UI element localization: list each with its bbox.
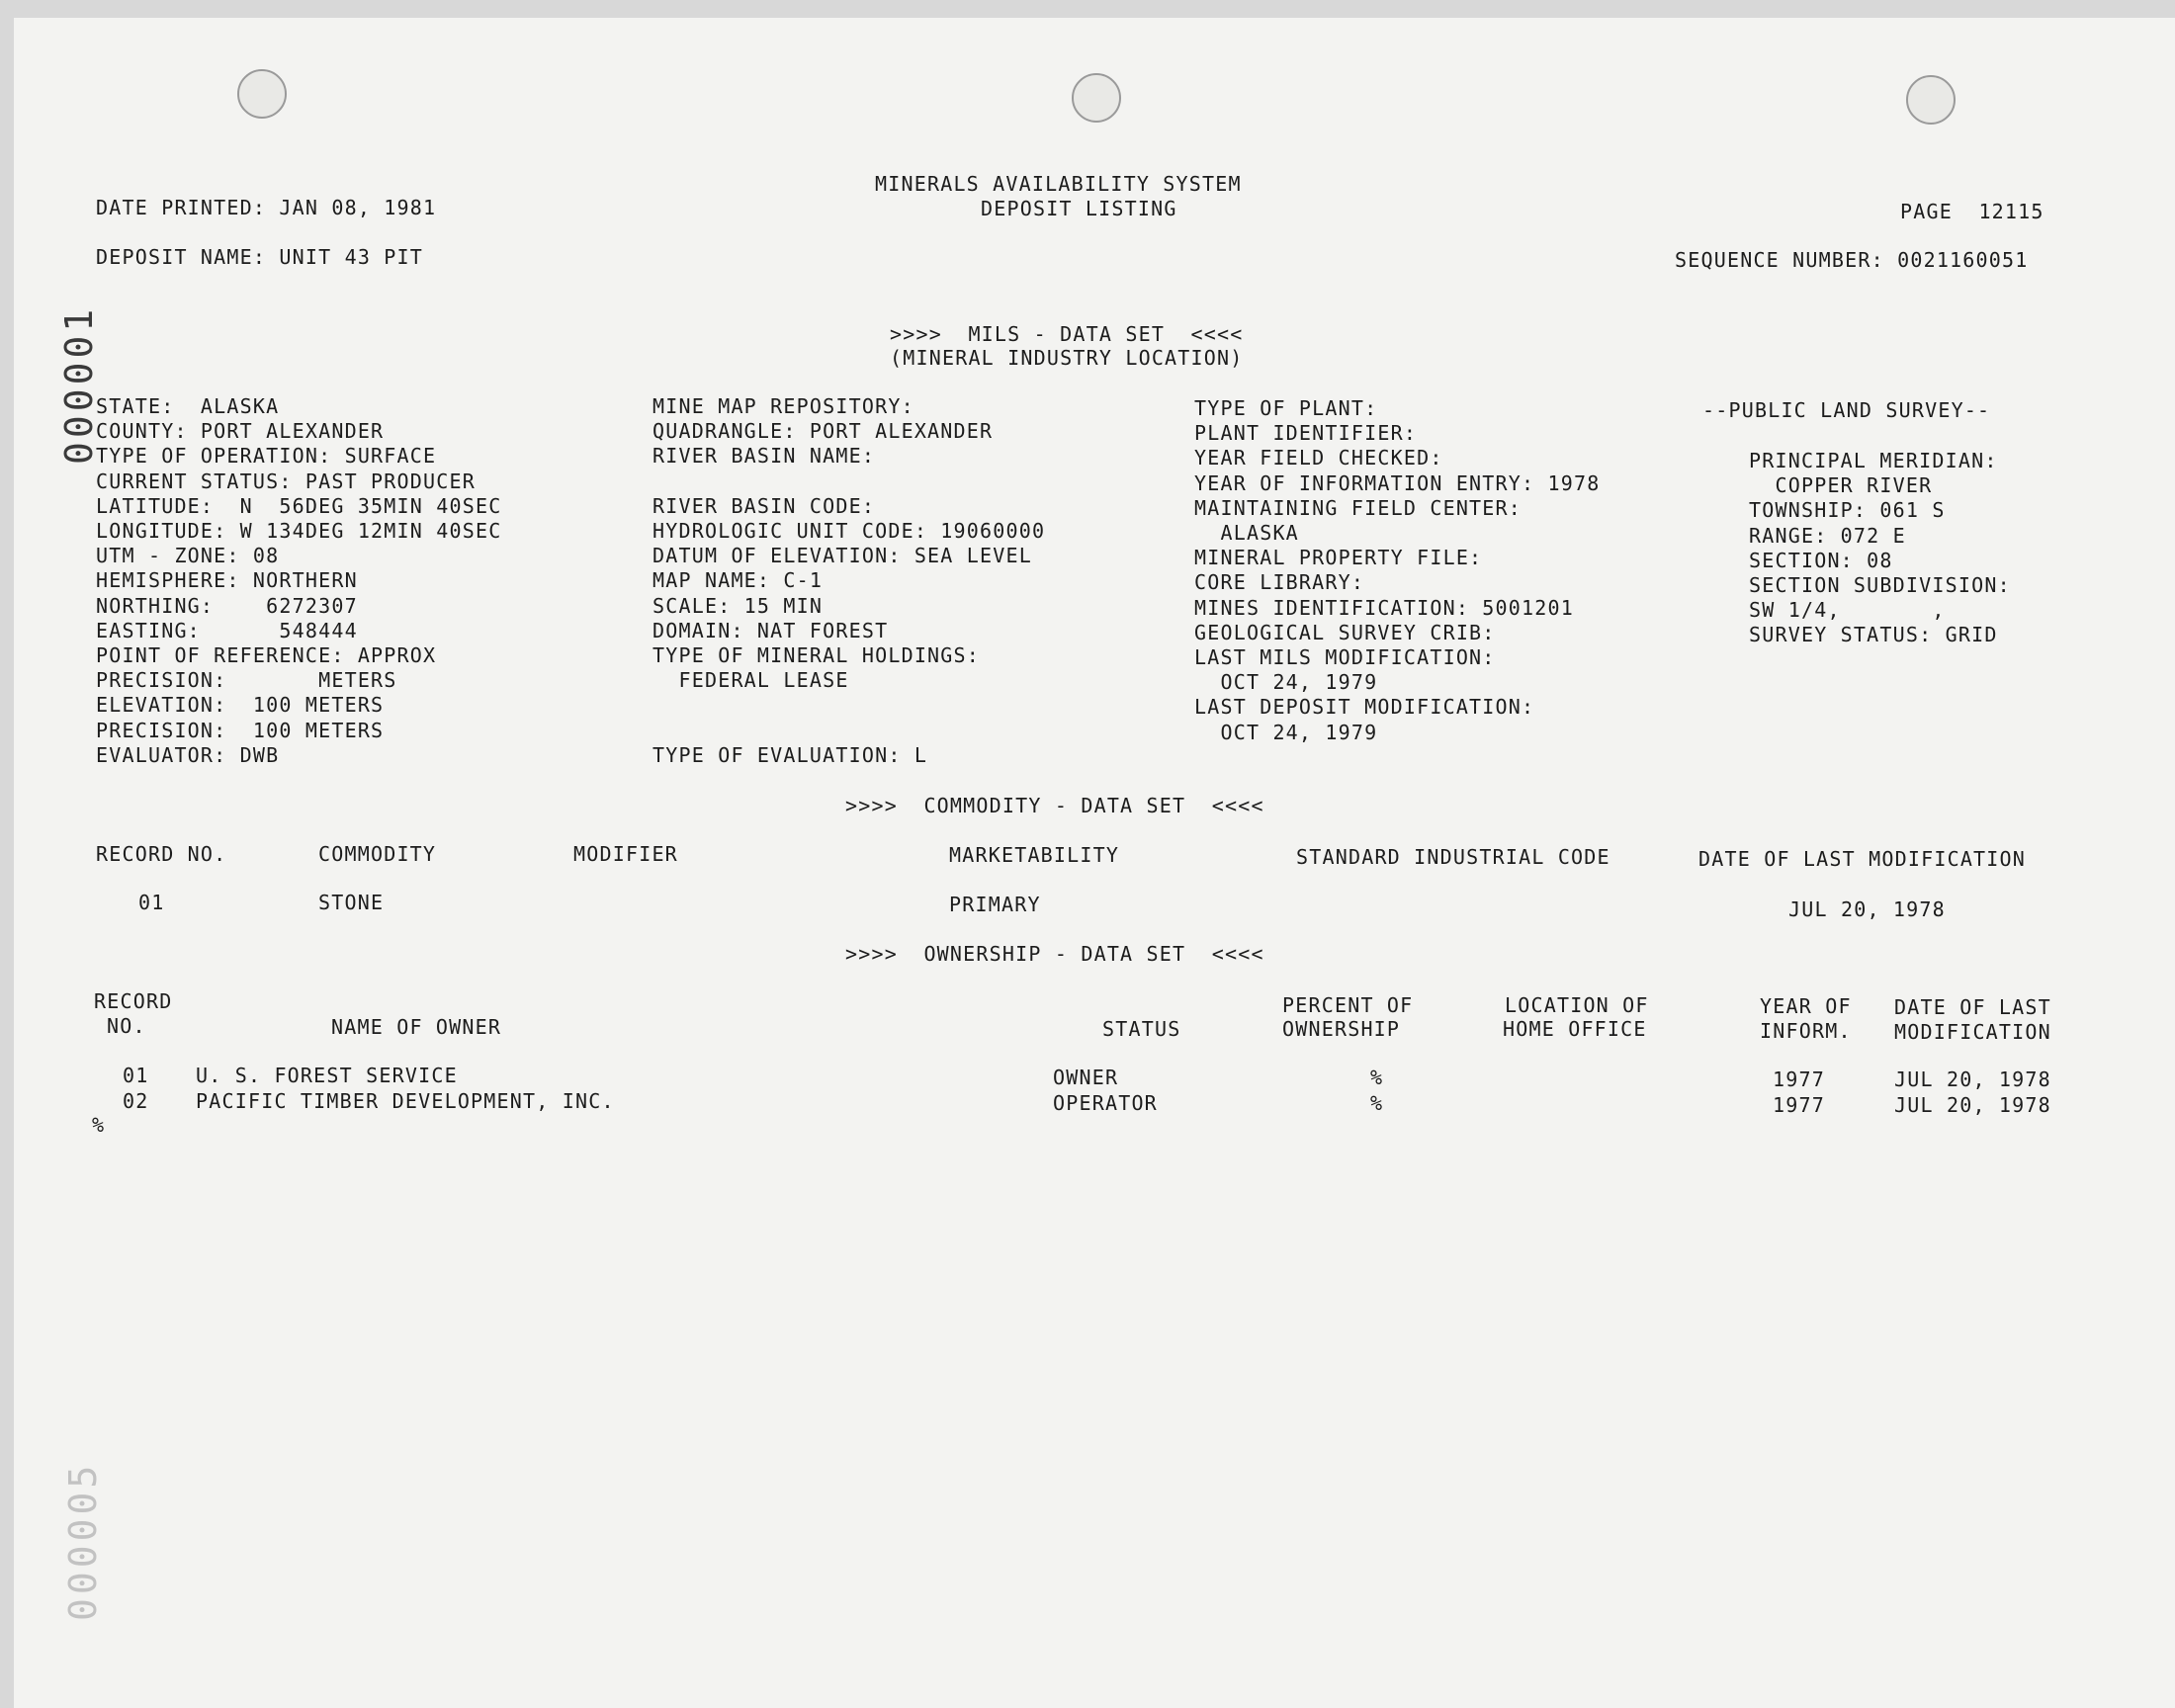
- mils-map-column: [652, 394, 1045, 693]
- mils-subtitle: (MINERAL INDUSTRY LOCATION): [890, 346, 1244, 370]
- ownership-header-name: NAME OF OWNER: [331, 1015, 502, 1039]
- mils-field: COUNTY: PORT ALEXANDER: [96, 419, 385, 444]
- public-land-survey-title: --PUBLIC LAND SURVEY--: [1702, 398, 1991, 422]
- commodity-row-marketability: PRIMARY: [949, 893, 1041, 916]
- listing-title: DEPOSIT LISTING: [981, 197, 1177, 220]
- punch-hole-center: [1072, 73, 1121, 123]
- ownership-row-date: JUL 20, 1978: [1894, 1093, 2051, 1117]
- mils-field: FEDERAL LEASE: [652, 668, 849, 693]
- mils-field: CURRENT STATUS: PAST PRODUCER: [96, 469, 476, 493]
- mils-field: RIVER BASIN CODE:: [652, 493, 876, 518]
- mils-field: HYDROLOGIC UNIT CODE: 19060000: [652, 519, 1046, 543]
- mils-field: HEMISPHERE: NORTHERN: [96, 568, 358, 593]
- mils-field: ALASKA: [1194, 521, 1299, 546]
- mils-field: PRECISION: 100 METERS: [96, 718, 385, 742]
- commodity-title: >>>> COMMODITY - DATA SET <<<<: [845, 794, 1264, 817]
- ownership-row-percent: %: [1370, 1066, 1384, 1089]
- mils-field: UTM - ZONE: 08: [96, 544, 280, 568]
- mils-field: LONGITUDE: W 134DEG 12MIN 40SEC: [96, 519, 502, 544]
- commodity-header-sic: STANDARD INDUSTRIAL CODE: [1296, 845, 1610, 869]
- ownership-header-year-1: YEAR OF: [1760, 994, 1852, 1018]
- mils-field: PRECISION: METERS: [96, 668, 397, 693]
- side-mark-bottom: 000005: [61, 1461, 105, 1621]
- ownership-row-no: 02: [123, 1089, 149, 1113]
- ownership-row-status: OPERATOR: [1053, 1091, 1158, 1115]
- ownership-row-year: 1977: [1773, 1068, 1825, 1091]
- ownership-header-record: RECORD: [94, 989, 173, 1013]
- mils-field: OCT 24, 1979: [1194, 670, 1378, 695]
- commodity-header-commodity: COMMODITY: [318, 842, 437, 866]
- mils-field: TYPE OF OPERATION: SURFACE: [96, 444, 437, 469]
- ownership-row-no: 01: [123, 1064, 149, 1087]
- public-land-survey-column: [1749, 449, 2011, 648]
- mils-field: SECTION SUBDIVISION:: [1749, 573, 2011, 598]
- mils-field: GEOLOGICAL SURVEY CRIB:: [1194, 620, 1496, 644]
- mils-field: LAST MILS MODIFICATION:: [1194, 645, 1496, 670]
- commodity-header-record: RECORD NO.: [96, 842, 227, 866]
- mils-field: PRINCIPAL MERIDIAN:: [1749, 449, 1998, 472]
- mils-field: SECTION: 08: [1749, 548, 1893, 572]
- ownership-row-name: U. S. FOREST SERVICE: [196, 1064, 458, 1087]
- date-printed: DATE PRINTED: JAN 08, 1981: [96, 196, 437, 219]
- ownership-row-name: PACIFIC TIMBER DEVELOPMENT, INC.: [196, 1089, 615, 1113]
- mils-field: YEAR OF INFORMATION ENTRY: 1978: [1194, 470, 1601, 495]
- mils-field: MAINTAINING FIELD CENTER:: [1194, 495, 1522, 520]
- mils-field: YEAR FIELD CHECKED:: [1194, 446, 1443, 470]
- mils-field: LAST DEPOSIT MODIFICATION:: [1194, 695, 1535, 720]
- ownership-row-year: 1977: [1773, 1093, 1825, 1117]
- commodity-row-record: 01: [138, 891, 165, 914]
- ownership-row-date: JUL 20, 1978: [1894, 1068, 2051, 1091]
- mils-field: ELEVATION: 100 METERS: [96, 693, 385, 718]
- mils-field: EVALUATOR: DWB: [96, 742, 280, 767]
- mils-field: CORE LIBRARY:: [1194, 570, 1365, 595]
- ownership-header-location-2: HOME OFFICE: [1503, 1017, 1647, 1041]
- ownership-title: >>>> OWNERSHIP - DATA SET <<<<: [845, 942, 1264, 966]
- mils-field: PLANT IDENTIFIER:: [1194, 421, 1418, 446]
- mils-field: POINT OF REFERENCE: APPROX: [96, 643, 437, 668]
- ownership-row-status: OWNER: [1053, 1066, 1119, 1089]
- system-title: MINERALS AVAILABILITY SYSTEM: [875, 172, 1242, 196]
- mils-field: SURVEY STATUS: GRID: [1749, 623, 1998, 647]
- mils-field: TYPE OF MINERAL HOLDINGS:: [652, 643, 981, 668]
- mils-field: MINERAL PROPERTY FILE:: [1194, 546, 1483, 570]
- mils-field: DATUM OF ELEVATION: SEA LEVEL: [652, 544, 1032, 568]
- punch-hole-right: [1906, 75, 1956, 125]
- mils-plant-column: [1194, 396, 1600, 745]
- punch-hole-left: [237, 69, 287, 119]
- ownership-header-date-1: DATE OF LAST: [1894, 995, 2051, 1019]
- mils-field: LATITUDE: N 56DEG 35MIN 40SEC: [96, 493, 502, 518]
- mils-field: MINE MAP REPOSITORY:: [652, 394, 914, 418]
- sequence-number: SEQUENCE NUMBER: 0021160051: [1675, 248, 2029, 272]
- side-mark-top: 000001: [57, 304, 101, 465]
- deposit-name: DEPOSIT NAME: UNIT 43 PIT: [96, 245, 424, 269]
- mils-field: SW 1/4, ,: [1749, 598, 1946, 623]
- mils-field: SCALE: 15 MIN: [652, 593, 824, 618]
- page-number: PAGE 12115: [1900, 200, 2044, 223]
- ownership-header-percent-1: PERCENT OF: [1282, 993, 1414, 1017]
- ownership-header-status: STATUS: [1102, 1017, 1181, 1041]
- ownership-header-year-2: INFORM.: [1760, 1019, 1852, 1043]
- commodity-header-marketability: MARKETABILITY: [949, 843, 1120, 867]
- mils-title: >>>> MILS - DATA SET <<<<: [890, 322, 1244, 346]
- mils-field: MINES IDENTIFICATION: 5001201: [1194, 595, 1574, 620]
- mils-field: RIVER BASIN NAME:: [652, 444, 876, 469]
- mils-field: NORTHING: 6272307: [96, 593, 358, 618]
- commodity-row-date: JUL 20, 1978: [1788, 897, 1946, 921]
- ownership-footer-mark: %: [92, 1113, 106, 1137]
- mils-field: EASTING: 548444: [96, 618, 358, 642]
- ownership-header-location-1: LOCATION OF: [1505, 993, 1649, 1017]
- mils-field: QUADRANGLE: PORT ALEXANDER: [652, 419, 994, 444]
- mils-field: MAP NAME: C-1: [652, 568, 824, 593]
- mils-field: OCT 24, 1979: [1194, 720, 1378, 744]
- ownership-header-percent-2: OWNERSHIP: [1282, 1017, 1401, 1041]
- ownership-header-date-2: MODIFICATION: [1894, 1020, 2051, 1044]
- mils-field: COPPER RIVER: [1749, 473, 1933, 498]
- ownership-row-percent: %: [1370, 1091, 1384, 1115]
- commodity-header-date: DATE OF LAST MODIFICATION: [1698, 847, 2027, 871]
- mils-location-column: [96, 394, 501, 768]
- mils-field: RANGE: 072 E: [1749, 523, 1906, 548]
- ownership-header-no: NO.: [107, 1014, 146, 1038]
- mils-field: DOMAIN: NAT FOREST: [652, 618, 889, 642]
- mils-field: TOWNSHIP: 061 S: [1749, 498, 1946, 523]
- commodity-row-commodity: STONE: [318, 891, 385, 914]
- mils-field: TYPE OF PLANT:: [1194, 396, 1378, 420]
- type-of-evaluation: TYPE OF EVALUATION: L: [652, 743, 928, 767]
- mils-field: STATE: ALASKA: [96, 394, 280, 418]
- commodity-header-modifier: MODIFIER: [573, 842, 678, 866]
